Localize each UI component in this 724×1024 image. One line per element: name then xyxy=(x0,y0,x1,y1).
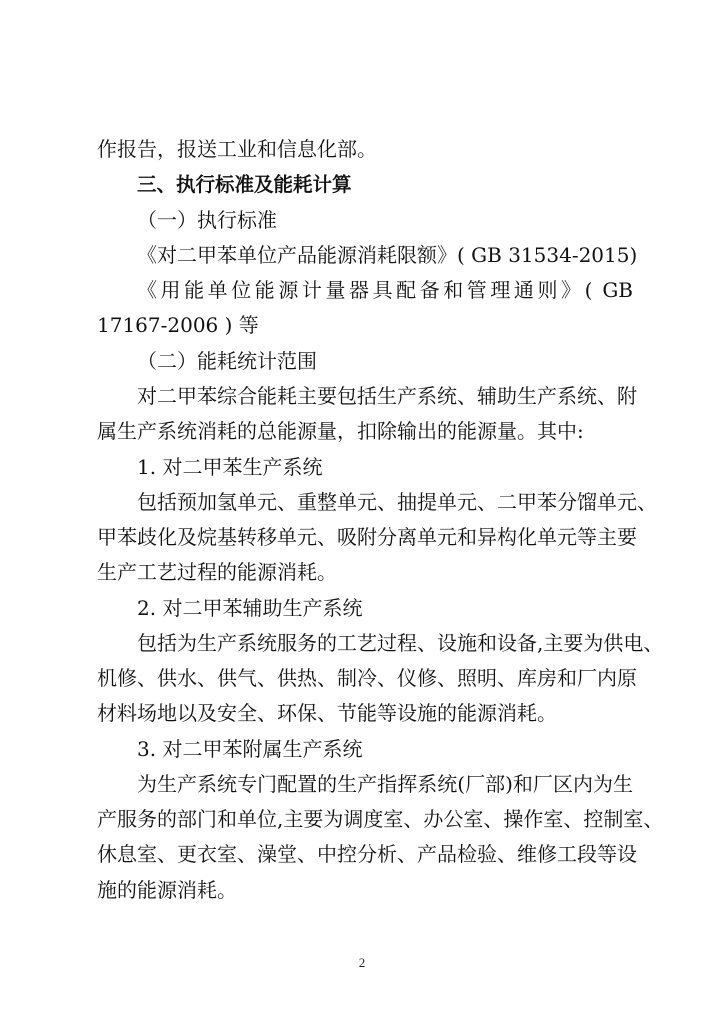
paragraph-line: 生产工艺过程的能源消耗。 xyxy=(97,560,337,584)
paragraph-line: 属生产系统消耗的总能源量，扣除输出的能源量。其中: xyxy=(97,419,584,443)
paragraph-line: 为生产系统专门配置的生产指挥系统(厂部)和厂区内为生 xyxy=(137,772,633,796)
paragraph-line: 机修、供水、供气、供热、制冷、仪修、照明、库房和厂内原 xyxy=(97,666,637,690)
paragraph-line: 甲苯歧化及烷基转移单元、吸附分离单元和异构化单元等主要 xyxy=(97,525,637,549)
subsection-heading: （二）能耗统计范围 xyxy=(137,349,317,373)
list-item-heading: 3. 对二甲苯附属生产系统 xyxy=(137,737,363,761)
standard-reference: 《对二甲苯单位产品能源消耗限额》( GB 31534-2015) xyxy=(137,243,638,267)
paragraph-line: 产服务的部门和单位,主要为调度室、办公室、操作室、控制室、 xyxy=(97,807,664,831)
paragraph-line: 材料场地以及安全、环保、节能等设施的能源消耗。 xyxy=(97,701,557,725)
paragraph-line: 包括预加氢单元、重整单元、抽提单元、二甲苯分馏单元、 xyxy=(137,490,657,514)
list-item-heading: 1. 对二甲苯生产系统 xyxy=(137,455,323,479)
page-number: 2 xyxy=(358,955,366,970)
paragraph-line: 作报告，报送工业和信息化部。 xyxy=(97,137,377,161)
paragraph-line: 施的能源消耗。 xyxy=(97,878,237,902)
section-heading: 三、执行标准及能耗计算 xyxy=(137,173,352,196)
subsection-heading: （一）执行标准 xyxy=(137,208,277,232)
standard-reference: 《用能单位能源计量器具配备和管理通则》( GB xyxy=(137,278,633,302)
paragraph-line: 休息室、更衣室、澡堂、中控分析、产品检验、维修工段等设 xyxy=(97,842,637,866)
standard-reference-continued: 17167-2006 ) 等 xyxy=(97,313,259,337)
paragraph-line: 对二甲苯综合能耗主要包括生产系统、辅助生产系统、附 xyxy=(137,384,637,408)
list-item-heading: 2. 对二甲苯辅助生产系统 xyxy=(137,596,363,620)
paragraph-line: 包括为生产系统服务的工艺过程、设施和设备,主要为供电、 xyxy=(137,631,664,655)
